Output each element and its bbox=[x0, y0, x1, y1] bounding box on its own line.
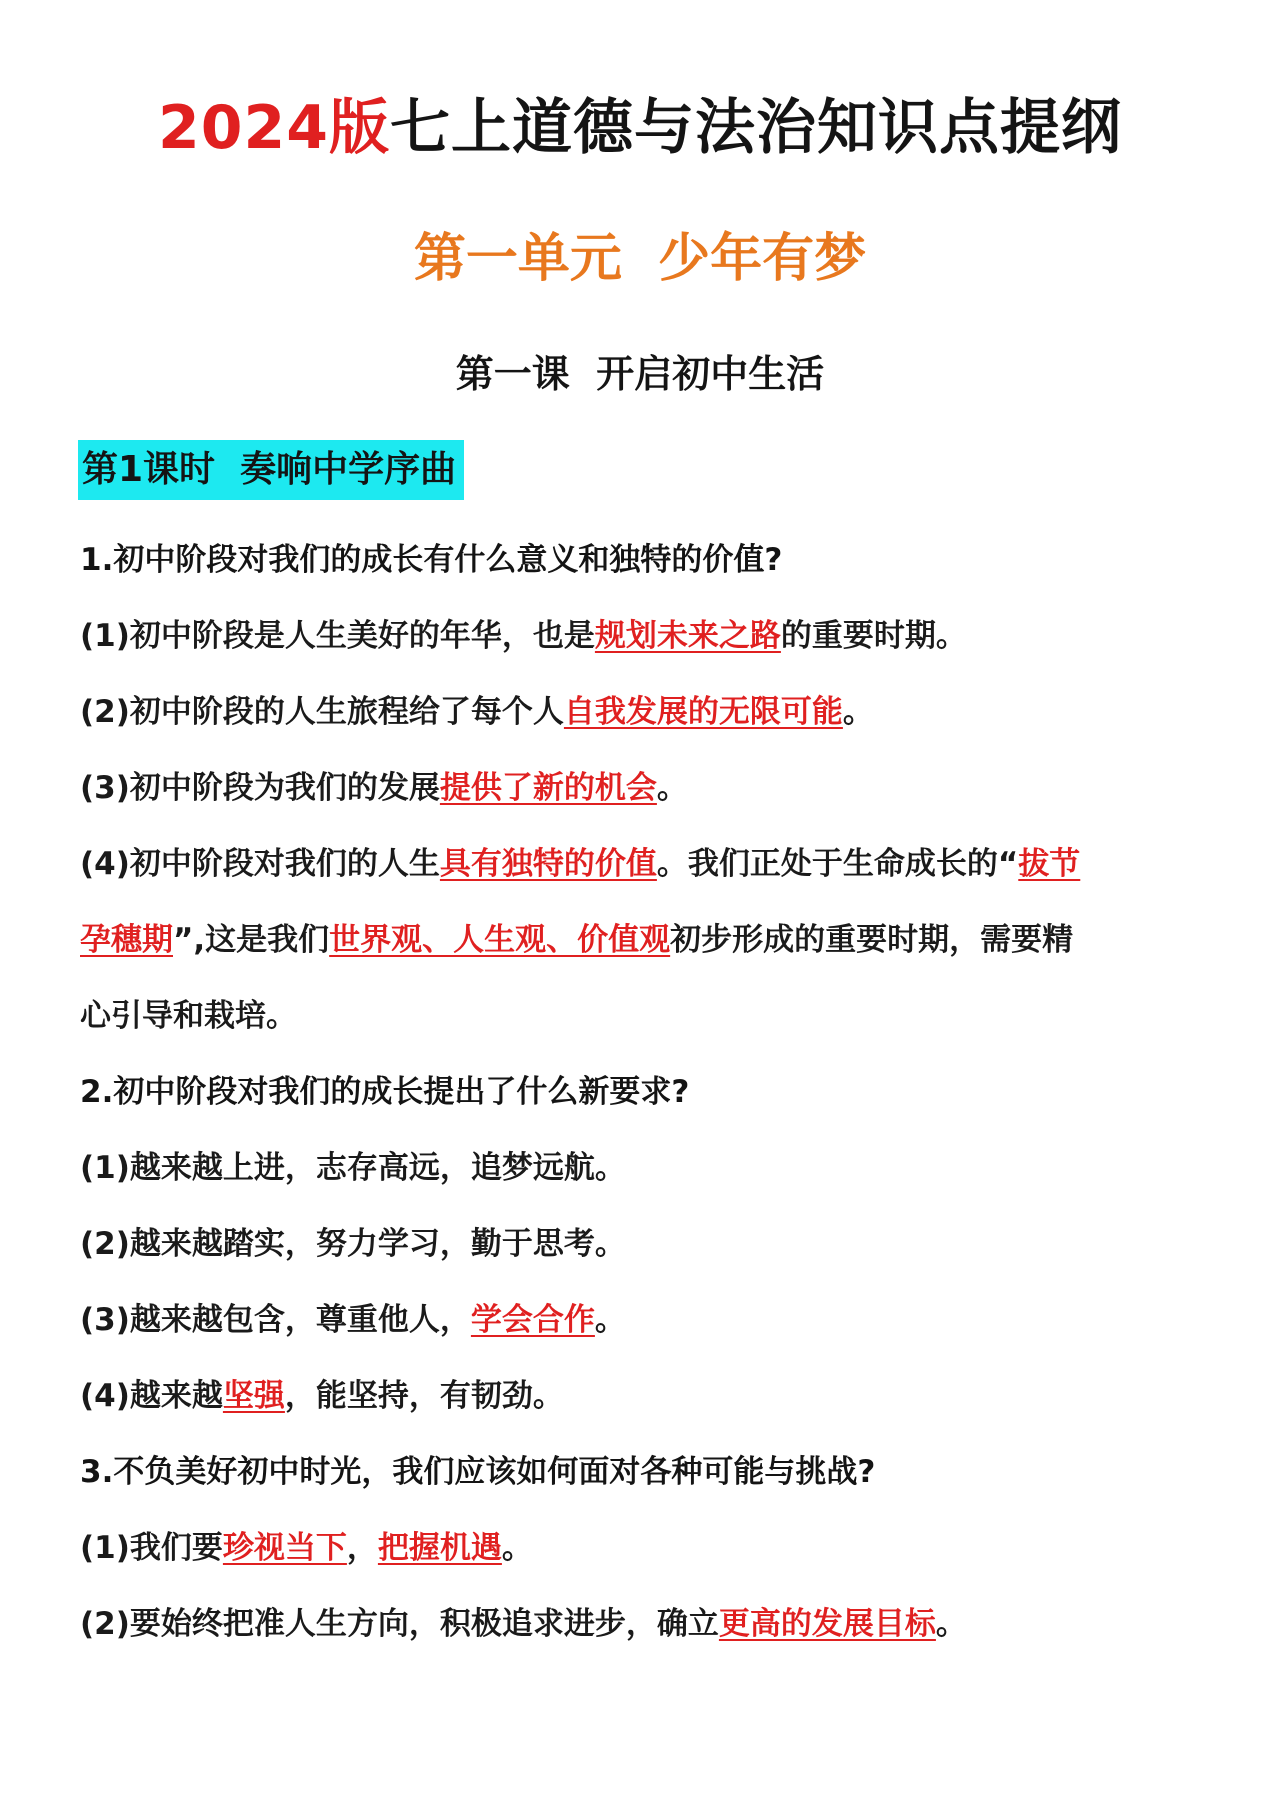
text: 。 bbox=[656, 770, 688, 806]
text: 的重要时期。 bbox=[780, 618, 967, 654]
main-title-text: 七上道德与法治知识点提纲 bbox=[390, 93, 1122, 163]
highlight: 自我发展的无限可能 bbox=[563, 694, 843, 730]
q2-answer-2: (2)越来越踏实，努力学习，勤于思考。 bbox=[80, 1226, 626, 1262]
highlight: 更高的发展目标 bbox=[718, 1606, 936, 1642]
text: ”,这是我们 bbox=[173, 922, 330, 958]
q1-answer-3 bbox=[80, 750, 1215, 826]
text: (3)越来越包含，尊重他人， bbox=[80, 1302, 471, 1338]
text: 。 bbox=[501, 1530, 533, 1566]
text: (3)初中阶段为我们的发展 bbox=[80, 770, 440, 806]
text: ，能坚持，有韧劲。 bbox=[284, 1378, 564, 1414]
q2-answer-4 bbox=[80, 1358, 1215, 1434]
question-2: 2.初中阶段对我们的成长提出了什么新要求? bbox=[80, 1074, 690, 1110]
highlight: 把握机遇 bbox=[377, 1530, 502, 1566]
unit-title: 第一单元 少年有梦 bbox=[413, 229, 867, 289]
highlight: 坚强 bbox=[222, 1378, 285, 1414]
text: (4)初中阶段对我们的人生 bbox=[80, 846, 440, 882]
main-title bbox=[0, 88, 1280, 168]
question-1: 1.初中阶段对我们的成长有什么意义和独特的价值? bbox=[80, 542, 783, 578]
text: 初步形成的重要时期，需要精 bbox=[670, 922, 1074, 958]
q1-answer-2 bbox=[80, 674, 1215, 750]
q1-answer-4-line-2 bbox=[80, 902, 1215, 978]
text: (1)初中阶段是人生美好的年华，也是 bbox=[80, 618, 595, 654]
highlight: 提供了新的机会 bbox=[439, 770, 657, 806]
main-title-year: 2024版 bbox=[158, 93, 390, 163]
q1-answer-1 bbox=[80, 598, 1215, 674]
text: 。 bbox=[935, 1606, 967, 1642]
question-3: 3.不负美好初中时光，我们应该如何面对各种可能与挑战? bbox=[80, 1454, 876, 1490]
text: (1)我们要 bbox=[80, 1530, 223, 1566]
highlight: 具有独特的价值 bbox=[439, 846, 657, 882]
q1-answer-4-line-3: 心引导和栽培。 bbox=[80, 998, 297, 1034]
highlight: 规划未来之路 bbox=[594, 618, 781, 654]
q2-answer-1: (1)越来越上进，志存高远，追梦远航。 bbox=[80, 1150, 626, 1186]
highlight: 孕穗期 bbox=[80, 922, 173, 958]
text: 。 bbox=[594, 1302, 626, 1338]
q3-answer-1 bbox=[80, 1510, 1215, 1586]
highlight: 拔节 bbox=[1018, 846, 1081, 882]
text: ， bbox=[346, 1530, 378, 1566]
highlight: 学会合作 bbox=[470, 1302, 595, 1338]
content-body bbox=[80, 522, 1215, 1662]
q2-answer-3 bbox=[80, 1282, 1215, 1358]
text: 。 bbox=[842, 694, 874, 730]
q3-answer-2 bbox=[80, 1586, 1215, 1662]
text: (2)初中阶段的人生旅程给了每个人 bbox=[80, 694, 564, 730]
highlight: 珍视当下 bbox=[222, 1530, 347, 1566]
period-badge: 第1课时 奏响中学序曲 bbox=[78, 440, 464, 500]
text: (4)越来越 bbox=[80, 1378, 223, 1414]
text: 。我们正处于生命成长的“ bbox=[656, 846, 1019, 882]
lesson-title: 第一课 开启初中生活 bbox=[455, 352, 825, 396]
highlight: 世界观、人生观、价值观 bbox=[329, 922, 671, 958]
q1-answer-4-line-1 bbox=[80, 826, 1215, 902]
text: (2)要始终把准人生方向，积极追求进步，确立 bbox=[80, 1606, 719, 1642]
